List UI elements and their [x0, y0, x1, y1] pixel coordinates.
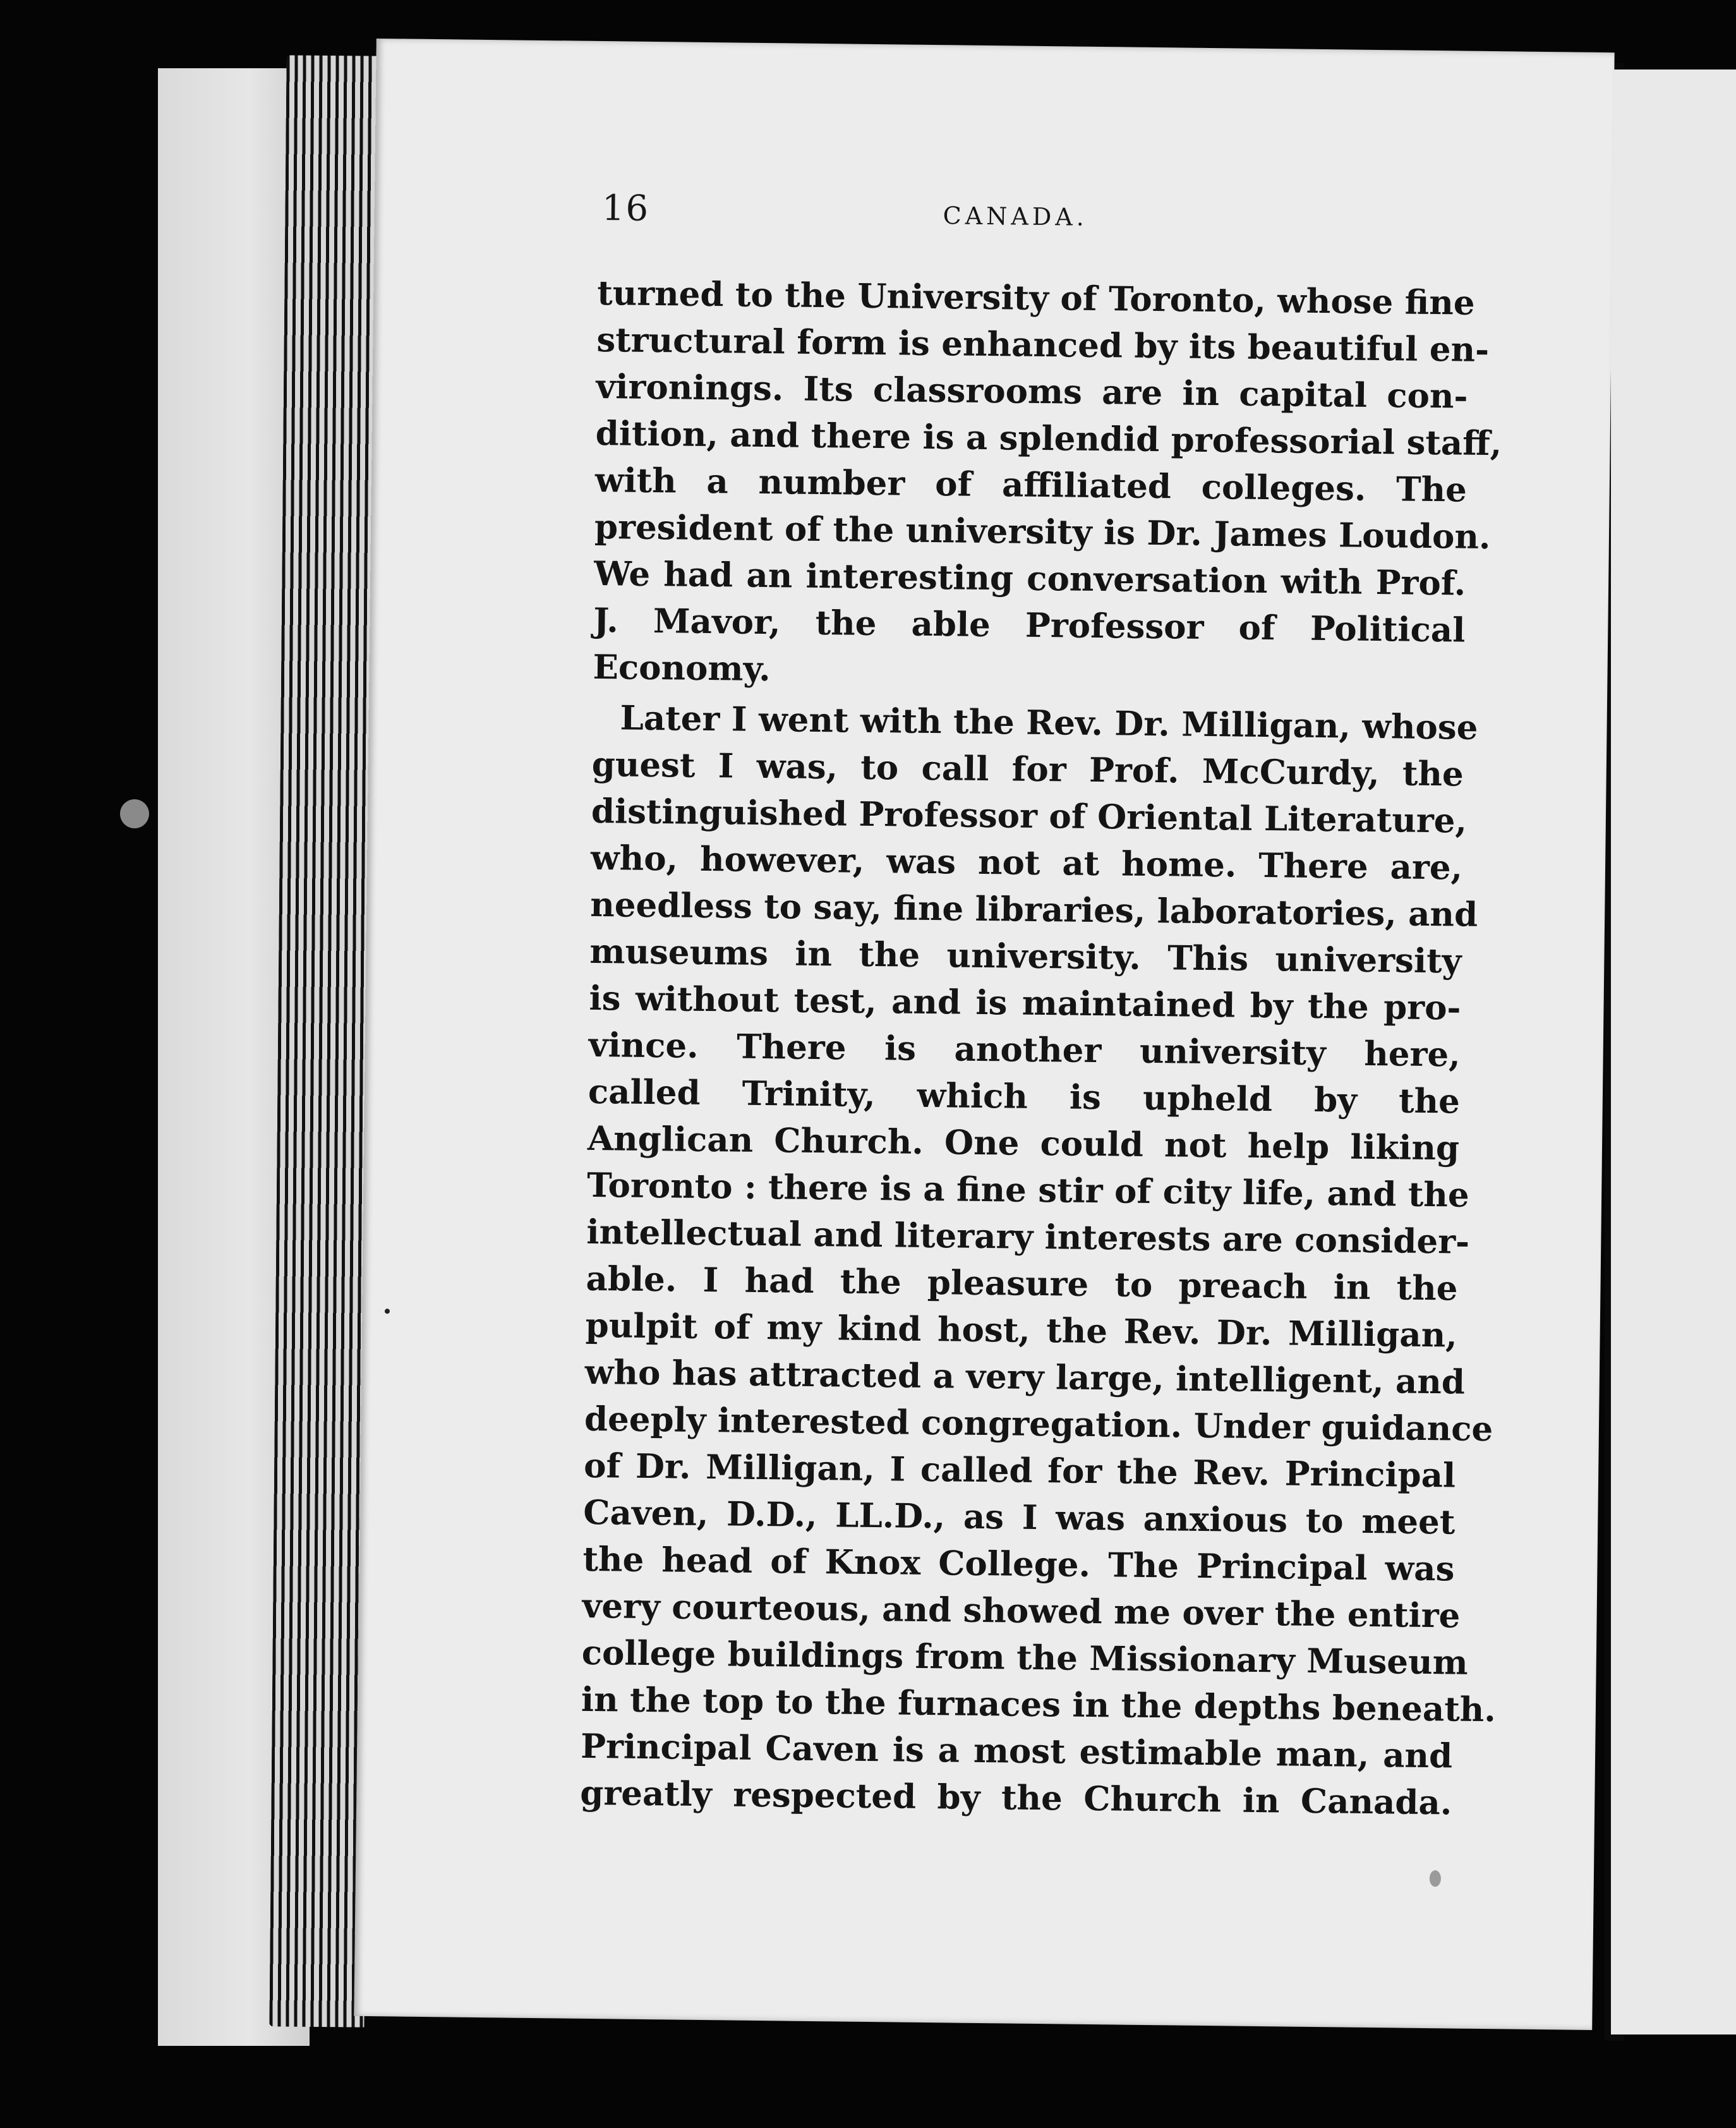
text-line: Caven, D.D., LL.D., as I was anxious to meet — [583, 1492, 1456, 1542]
paper-speck — [1430, 1870, 1441, 1887]
text-line: in the top to the furnaces in the depths beneath. — [581, 1679, 1497, 1730]
text-line: vince. There is another university here, — [588, 1025, 1461, 1075]
text-line: pulpit of my kind host, the Rev. Dr. Milligan, — [585, 1305, 1457, 1355]
text-line: able. I had the pleasure to preach in the — [586, 1259, 1458, 1309]
facing-page-sliver — [1611, 70, 1736, 2034]
text-line: Anglican Church. One could not help liking — [587, 1118, 1460, 1168]
page-number: 16 — [601, 188, 650, 229]
text-line: with a number of affiliated colleges. The — [594, 460, 1468, 510]
text-line: deeply interested congregation. Under guidance — [584, 1399, 1493, 1449]
text-line: distinguished Professor of Oriental Literature, — [591, 791, 1468, 841]
text-line: museums in the university. This university — [589, 931, 1462, 981]
text-line: president of the university is Dr. James Loudon. — [594, 507, 1491, 557]
text-line: guest I was, to call for Prof. McCurdy, the — [591, 744, 1464, 794]
text-line: intellectual and literary interests are consider- — [586, 1212, 1470, 1262]
text-line: vironings. Its classrooms are in capital con- — [596, 366, 1468, 416]
text-line: structural form is enhanced by its beautiful en- — [596, 320, 1490, 370]
text-line: turned to the University of Toronto, whose fine — [596, 273, 1475, 323]
text-line: who has attracted a very large, intelligent, and — [584, 1352, 1466, 1402]
text-line: the head of Knox College. The Principal was — [582, 1539, 1455, 1589]
text-line: dition, and there is a splendid professorial staff, — [595, 413, 1502, 464]
paper-speck — [385, 1309, 390, 1314]
text-line: greatly respected by the Church in Canada. — [579, 1773, 1452, 1823]
book-page — [354, 39, 1614, 2030]
text-line: Later I went with the Rev. Dr. Milligan, whose — [620, 698, 1478, 747]
text-line: Economy. — [593, 647, 771, 689]
running-head: CANADA. — [943, 202, 1088, 231]
text-line: Toronto : there is a fine stir of city life, and the — [586, 1165, 1469, 1215]
page-header — [601, 188, 1499, 248]
text-line: very courteous, and showed me over the entire — [582, 1586, 1461, 1636]
text-line: We had an interesting conversation with Prof. — [593, 553, 1466, 603]
text-line: college buildings from the Missionary Museum — [581, 1633, 1469, 1683]
text-line: called Trinity, which is upheld by the — [588, 1072, 1461, 1121]
text-line: needless to say, fine libraries, laboratories, and — [589, 885, 1478, 934]
text-line: who, however, was not at home. There are, — [590, 838, 1463, 888]
text-line: J. Mavor, the able Professor of Political — [593, 600, 1466, 650]
text-line: of Dr. Milligan, I called for the Rev. Principal — [583, 1446, 1456, 1496]
paper-speck — [120, 799, 149, 828]
body-text — [579, 270, 1502, 1826]
text-line: Principal Caven is a most estimable man, and — [580, 1726, 1453, 1776]
text-line: is without test, and is maintained by the pro- — [589, 978, 1461, 1028]
